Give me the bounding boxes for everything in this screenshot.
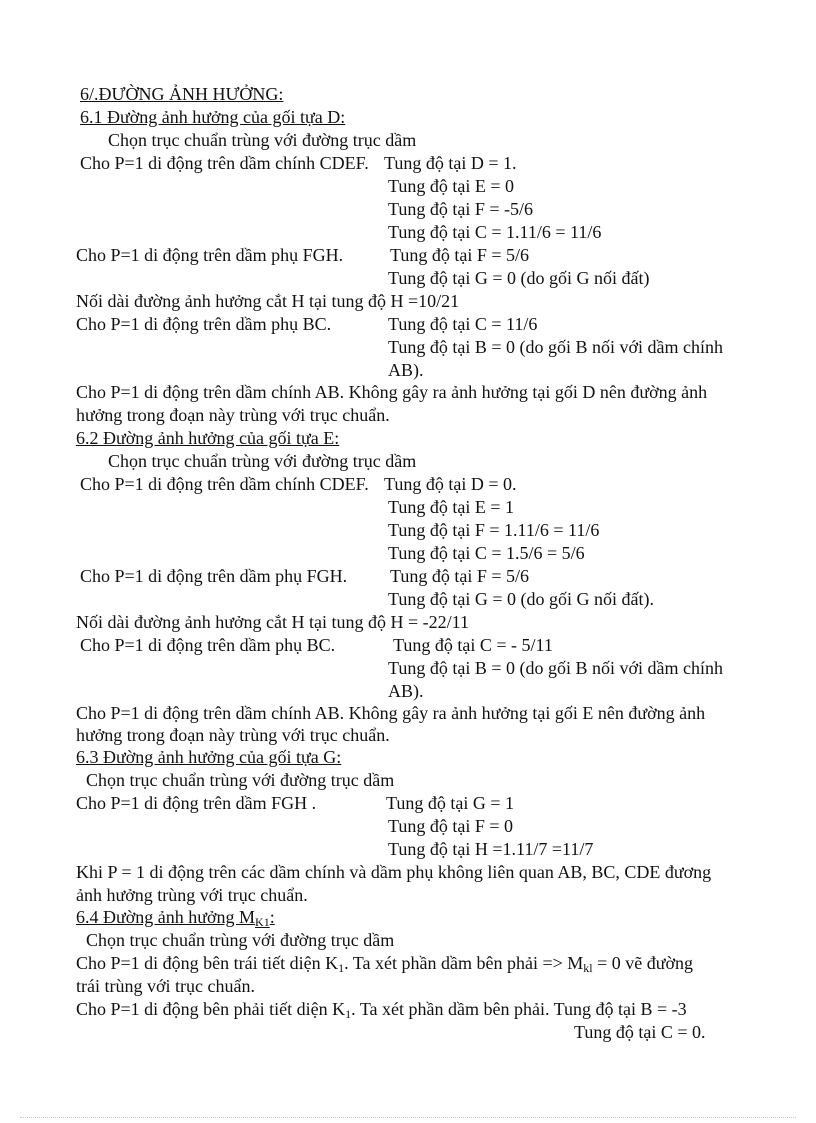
text-line: Nối dài đường ảnh hưởng cắt H tại tung độ H =10/21: [76, 291, 460, 311]
heading-6-2: 6.2 Đường ảnh hưởng của gối tựa E:: [76, 428, 340, 448]
text-line: [76, 998, 687, 1020]
text-line: Tung độ tại G = 1: [386, 793, 515, 813]
text-line: Cho P=1 di động trên dầm chính CDEF.: [80, 474, 369, 494]
text-line: Cho P=1 di động trên dầm FGH .: [76, 793, 317, 813]
text-line: Tung độ tại F = 1.11/6 = 11/6: [388, 520, 600, 540]
text-line: Tung độ tại G = 0 (do gối G nối đất): [388, 268, 650, 288]
text-line: Tung độ tại F = 0: [388, 816, 514, 836]
text-line: Tung độ tại F = 5/6: [390, 566, 530, 586]
text-line: Tung độ tại C = - 5/11: [393, 635, 553, 655]
section-title: 6/.ĐƯỜNG ẢNH HƯỞNG:: [80, 84, 284, 104]
text-line: Chọn trục chuẩn trùng với đường trục dầm: [108, 130, 417, 150]
text-line: Tung độ tại E = 0: [388, 176, 514, 196]
text-segment: . Ta xét phần dầm bên phải. Tung độ tại B = -3: [351, 999, 687, 1019]
text-line: Tung độ tại D = 1.: [384, 153, 517, 173]
text-line: AB).: [388, 681, 424, 701]
text-line: Tung độ tại F = -5/6: [388, 199, 534, 219]
text-line: Chọn trục chuẩn trùng với đường trục dầm: [86, 930, 395, 950]
text-segment: Cho P=1 di động bên phải tiết diện K: [76, 999, 346, 1019]
text-line: Cho P=1 di động trên dầm phụ FGH.: [80, 566, 348, 586]
text-line: Cho P=1 di động trên dầm chính AB. Không gây ra ảnh hưởng tại gối D nên đường ảnh: [76, 382, 708, 402]
text-line: hưởng trong đoạn này trùng với trục chuẩn.: [76, 725, 390, 745]
heading-text: 6.4 Đường ảnh hưởng M: [76, 907, 256, 927]
subscript: 1: [345, 1007, 352, 1021]
text-line: Khi P = 1 di động trên các dầm chính và dầm phụ không liên quan AB, BC, CDE đương: [76, 862, 712, 882]
text-line: Tung độ tại C = 1.5/6 = 5/6: [388, 543, 585, 563]
heading-6-3: 6.3 Đường ảnh hưởng của gối tựa G:: [76, 747, 342, 767]
text-line: Tung độ tại B = 0 (do gối B nối với dầm chính: [388, 337, 724, 357]
text-segment: Cho P=1 di động bên trái tiết diện K: [76, 953, 339, 973]
text-line: Nối dài đường ảnh hưởng cắt H tại tung độ H = -22/11: [76, 612, 469, 632]
text-line: [76, 952, 693, 974]
text-line: Tung độ tại C = 11/6: [388, 314, 538, 334]
text-line: Cho P=1 di động trên dầm phụ BC.: [76, 314, 332, 334]
text-line: Tung độ tại G = 0 (do gối G nối đất).: [388, 589, 654, 609]
text-line: trái trùng với trục chuẩn.: [76, 976, 255, 996]
text-line: Chọn trục chuẩn trùng với đường trục dầm: [108, 451, 417, 471]
text-line: AB).: [388, 360, 424, 380]
text-line: Cho P=1 di động trên dầm phụ BC.: [80, 635, 336, 655]
text-line: Tung độ tại C = 1.11/6 = 11/6: [388, 222, 602, 242]
text-line: Tung độ tại B = 0 (do gối B nối với dầm chính: [388, 658, 724, 678]
heading-colon: :: [269, 907, 275, 927]
text-line: Cho P=1 di động trên dầm phụ FGH.: [76, 245, 344, 265]
text-line: Tung độ tại F = 5/6: [390, 245, 530, 265]
text-segment: . Ta xét phần dầm bên phải => M: [344, 953, 584, 973]
text-line: Tung độ tại D = 0.: [384, 474, 517, 494]
heading-6-4: [76, 906, 275, 928]
heading-6-1: 6.1 Đường ảnh hưởng của gối tựa D:: [80, 107, 346, 127]
text-line: Cho P=1 di động trên dầm chính AB. Không gây ra ảnh hưởng tại gối E nên đường ảnh: [76, 703, 706, 723]
text-line: Tung độ tại C = 0.: [574, 1022, 706, 1042]
page-bottom-divider: [20, 1117, 796, 1118]
text-line: hưởng trong đoạn này trùng với trục chuẩn.: [76, 405, 390, 425]
subscript: kl: [583, 961, 593, 975]
subscript: 1: [338, 961, 345, 975]
text-segment: = 0 vẽ đường: [592, 953, 694, 973]
text-line: Cho P=1 di động trên dầm chính CDEF.: [80, 153, 369, 173]
text-line: ảnh hưởng trùng với trục chuẩn.: [76, 885, 308, 905]
heading-subscript: K1: [255, 915, 270, 929]
text-line: Chọn trục chuẩn trùng với đường trục dầm: [86, 770, 395, 790]
text-line: Tung độ tại H =1.11/7 =11/7: [388, 839, 594, 859]
text-line: Tung độ tại E = 1: [388, 497, 514, 517]
